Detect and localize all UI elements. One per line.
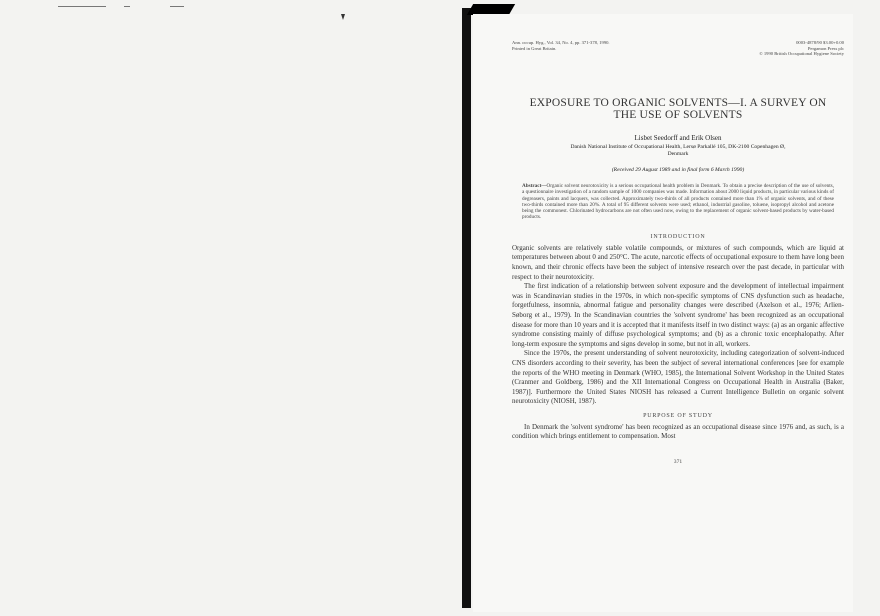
body-paragraph: Since the 1970s, the present understanding of solvent neurotoxicity, including categorization of solvent-induced CNS disorders according to their severity, has been the subject of several international conferences [see for example the reports of the WHO meeting in Denmark (WHO, 1985), the International Solvent Workshop in the United States (Cranmer and Goldberg, 1986) and the XII International Congress on Occupational Health in Australia (Baker, 1987)]. Furthermore the United States NIOSH has released a Current Intelligence Bulletin on organic solvent neurotoxicity (NIOSH, 1987).	[512, 349, 844, 406]
body-paragraph: In Denmark the 'solvent syndrome' has been recognized as an occupational disease since 1976 and, as such, is a condition which brings entitlement to compensation. Most	[512, 422, 844, 441]
journal-printed-line: Printed in Great Britain.	[512, 45, 557, 51]
publisher-line: Pergamon Press plc	[807, 45, 844, 51]
abstract-text: Organic solvent neurotoxicity is a serious occupational health problem in Denmark. To obtain a precise description of the use of solvents, a questionnaire investigation of a random sample of 1000 companies was made. Information about 2000 liquid products, in particular various kinds of degreasers, paints and lacquers, was collected. Approximately two-thirds of all products contained more than 1% of organic solvents, and of these two-thirds contained more than 20%. A total of 95 different solvents were used; ethanol, industrial gasoline, toluene, isopropyl alcohol and acetone being the commonest. Chlorinated hydrocarbons are not often used now, owing to the replacement of organic solvent-based products by water-based products.	[522, 183, 834, 221]
received-dates: (Received 29 August 1989 and in final form 6 March 1990)	[611, 167, 745, 173]
page-content	[512, 40, 844, 465]
title-line-2: THE USE OF SOLVENTS	[613, 109, 743, 121]
author-names: Lisbet Seedorff and Erik Olsen	[634, 134, 722, 142]
body-paragraph: Organic solvents are relatively stable volatile compounds, or mixtures of such compounds, which are liquid at temperatures between about 0 and 250°C. The acute, narcotic effects of occupational exposure to them have long been known, and their chronic effects have been the subject of intensive research over the past decade, in particular with respect to their neurotoxicity.	[512, 243, 844, 281]
publisher-info	[759, 40, 844, 57]
page-number: 371	[673, 459, 683, 466]
journal-citation-line: Ann. occup. Hyg., Vol. 34, No. 4, pp. 371-378, 1990.	[512, 40, 610, 45]
cursor-mark	[341, 14, 345, 20]
book-binding	[462, 8, 471, 608]
author-affiliation	[512, 144, 844, 158]
body-paragraph: The first indication of a relationship between solvent exposure and the development of intellectual impairment was in Scandinavian studies in the 1970s, in which non-specific symptoms of CNS dysfunction such as headache, forgetfulness, insomnia, abnormal fatigue and personality changes were described (Axelson et al., 1976; Arlien-Søborg et al., 1979). In the Scandinavian countries the 'solvent syndrome' has been recognized as an occupational disease for more than 10 years and it is accepted that it manifests itself in two distinct ways: (a) as an organic affective syndrome consisting mainly of diffuse psychological symptoms; and (b) as a chronic toxic encephalopathy. After long-term exposure the symptoms and signs develop in some, but not in all, workers.	[512, 282, 844, 348]
journal-citation	[512, 40, 610, 51]
issn-line: 0003-4878/90 $3.00+0.00	[796, 40, 844, 45]
article-title	[512, 97, 844, 121]
section-heading-introduction: INTRODUCTION	[650, 233, 706, 240]
affiliation-line-1: Danish National Institute of Occupational Health, Lersø Parkallé 105, DK-2100 Copenhagen Ø,	[570, 144, 786, 150]
edge-mark	[58, 6, 106, 7]
edge-mark	[170, 6, 184, 7]
copyright-line: © 1990 British Occupational Hygiene Society	[759, 51, 844, 56]
section-heading-purpose: PURPOSE OF STUDY	[643, 412, 713, 419]
abstract	[522, 183, 834, 221]
running-header	[512, 40, 844, 62]
title-line-1: EXPOSURE TO ORGANIC SOLVENTS—I. A SURVEY ON	[529, 97, 827, 109]
affiliation-line-2: Denmark	[667, 151, 689, 157]
edge-mark	[124, 6, 130, 7]
abstract-label: Abstract—	[522, 183, 547, 189]
